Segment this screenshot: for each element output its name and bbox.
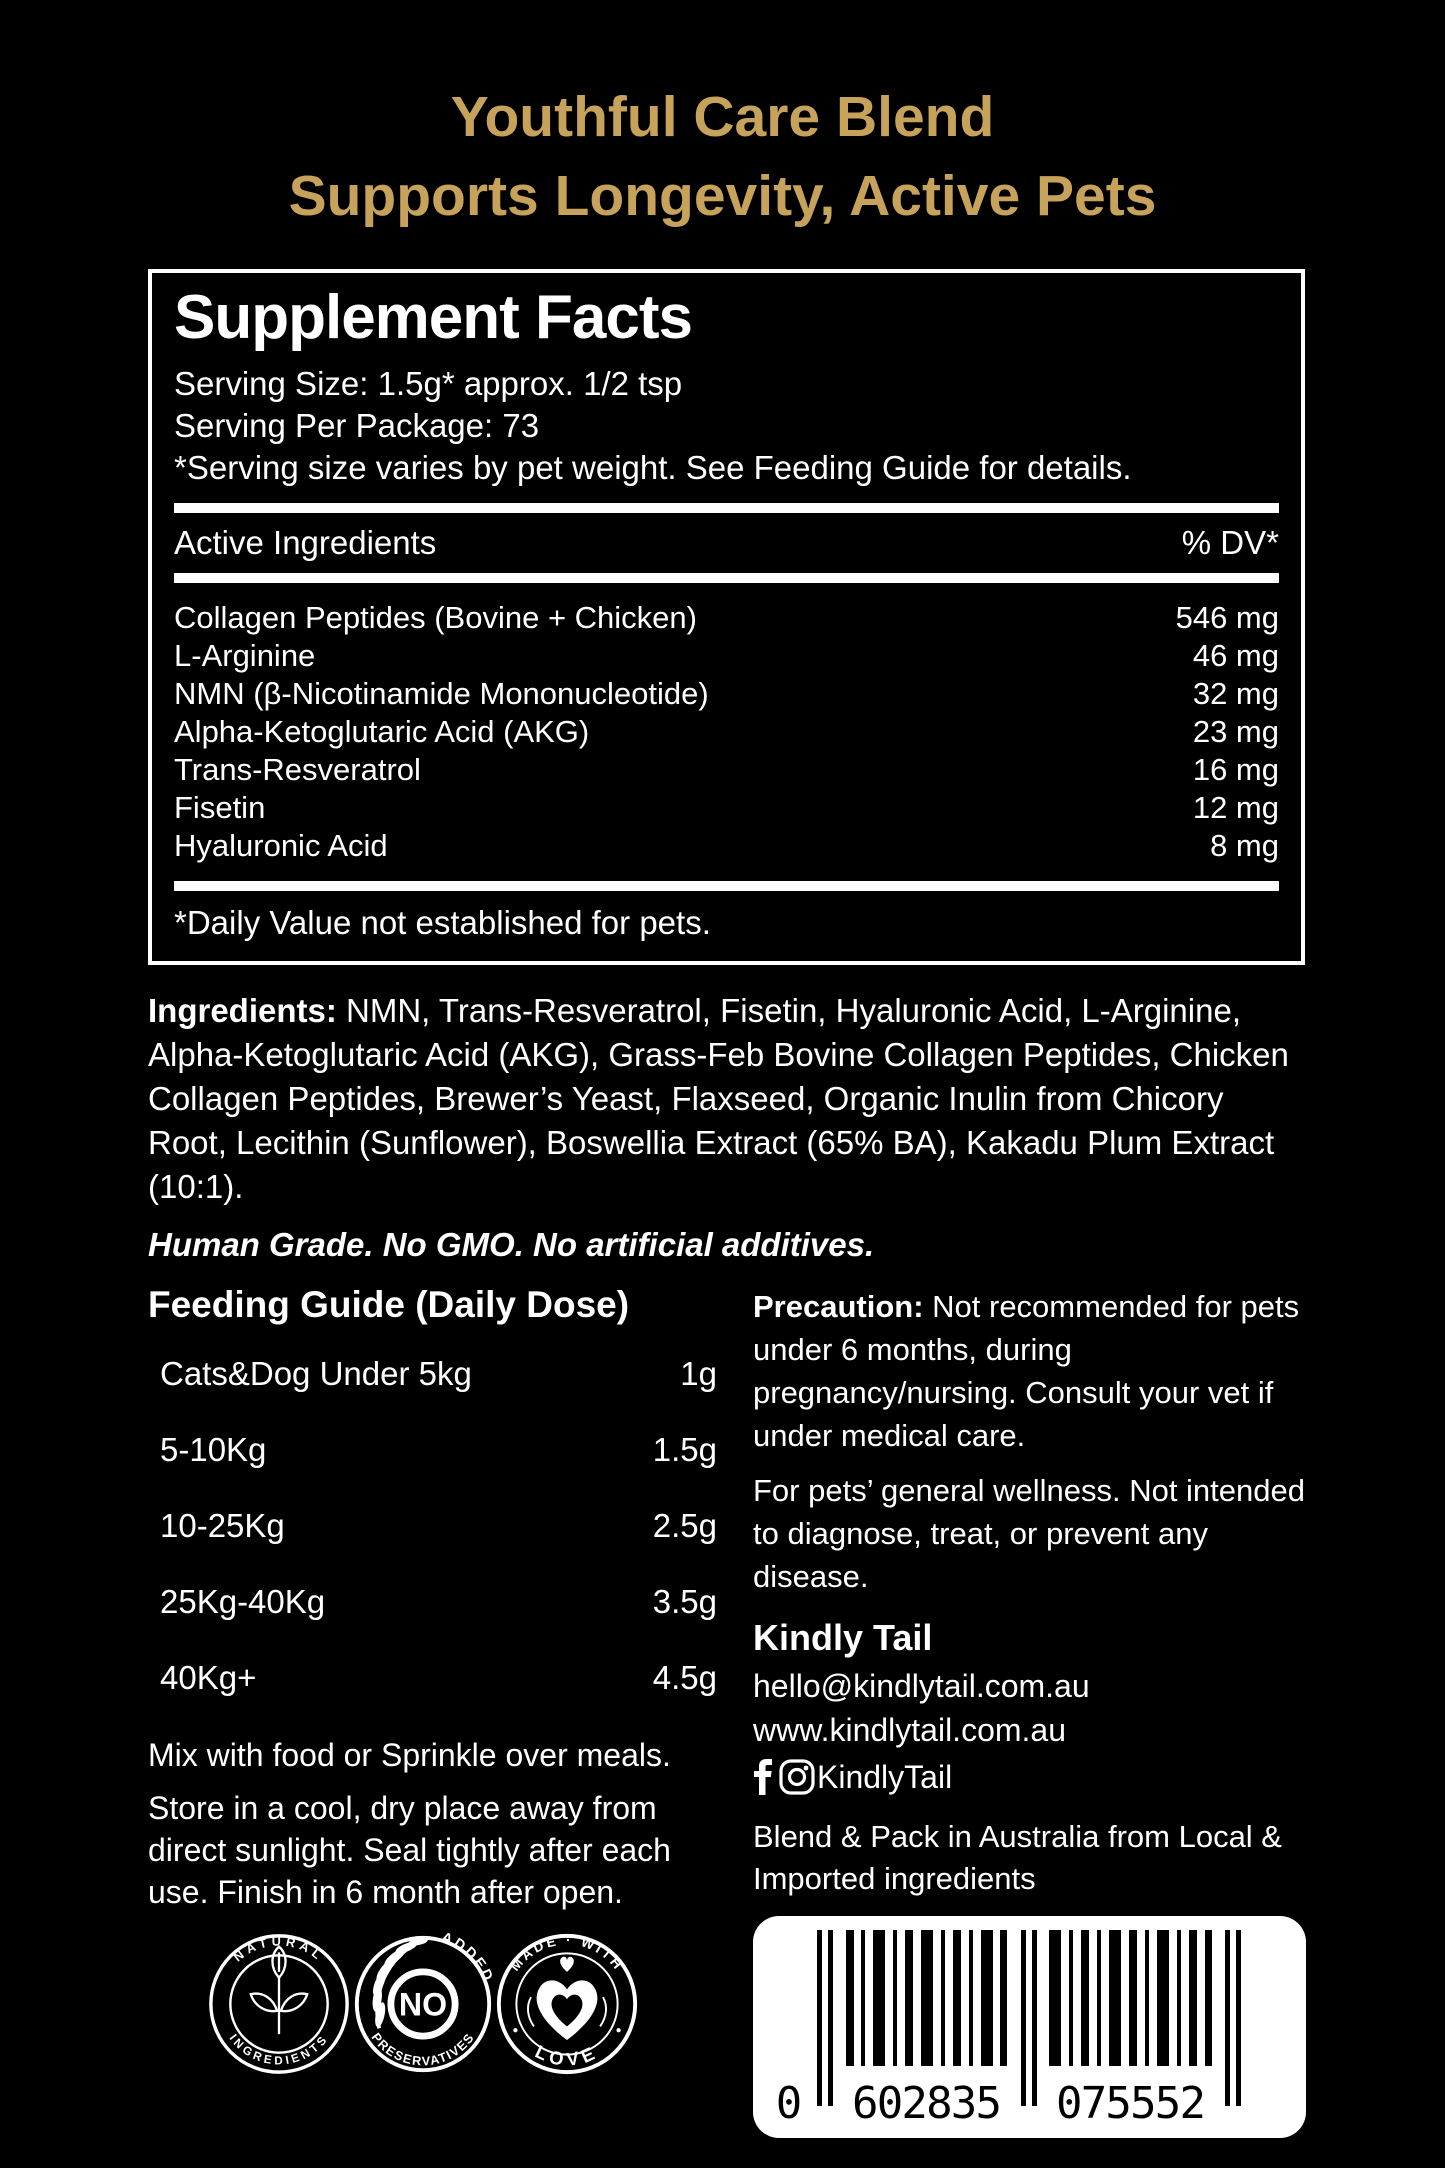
barcode-digits-group1: 602835: [852, 2077, 1002, 2129]
ingredient-amount: 16 mg: [1192, 751, 1279, 787]
divider-bar: [174, 503, 1279, 513]
brand-website: www.kindlytail.com.au: [753, 1711, 1066, 1748]
info-column: [753, 1285, 1313, 2138]
weight-range: 40Kg+: [160, 1658, 257, 1696]
ingredient-amount: 32 mg: [1192, 675, 1279, 711]
supplement-facts-heading: Supplement Facts: [174, 283, 692, 353]
active-ingredient-row: [174, 751, 1279, 789]
instagram-icon: [777, 1757, 817, 1797]
ingredient-name: Fisetin: [174, 789, 266, 825]
ingredients-label: Ingredients:: [148, 991, 337, 1029]
ingredients-text: NMN, Trans-Resveratrol, Fisetin, Hyaluronic Acid, L-Arginine, Alpha-Ketoglutaric Acid (AKG), Grass-Feb Bovine Collagen Peptides, Chicken Collagen Peptides, Brewer’s Yeast, Flaxseed, Organic Inulin from Chicory Root, Lecithin (Sunflower), Boswellia Extract (65% BA), Kakadu Plum Extract (10:1).: [148, 991, 1289, 1205]
brand-name: Kindly Tail: [753, 1616, 933, 1658]
feeding-guide-row: [160, 1431, 717, 1469]
ingredient-amount: 12 mg: [1192, 789, 1279, 825]
certification-badges: [206, 1931, 723, 2077]
badge-bottom-text: PRESERVATIVES: [368, 2030, 478, 2069]
product-title-line2: Supports Longevity, Active Pets: [288, 163, 1157, 228]
weight-range: 10-25Kg: [160, 1506, 285, 1544]
active-ingredients-column-header: Active Ingredients: [174, 523, 437, 561]
dose: 1g: [680, 1354, 717, 1392]
weight-range: 25Kg-40Kg: [160, 1582, 326, 1620]
ingredient-name: Alpha-Ketoglutaric Acid (AKG): [174, 713, 590, 749]
badge-bottom-text: INGREDIENTS: [226, 2031, 332, 2068]
ingredient-name: NMN (β-Nicotinamide Mononucleotide): [174, 675, 709, 711]
ingredient-name: Trans-Resveratrol: [174, 751, 421, 787]
barcode-digit-left: 0: [775, 2077, 803, 2129]
serving-note: *Serving size varies by pet weight. See Feeding Guide for details.: [174, 448, 1132, 486]
active-ingredients-header-row: [174, 523, 1279, 563]
active-ingredient-row: [174, 637, 1279, 675]
precaution-label: Precaution:: [753, 1288, 924, 1324]
supplement-facts-panel: [148, 269, 1305, 964]
ingredient-amount: 46 mg: [1192, 637, 1279, 673]
active-ingredient-row: [174, 713, 1279, 751]
active-ingredient-row: [174, 789, 1279, 827]
usage-instruction: Mix with food or Sprinkle over meals.: [148, 1736, 671, 1773]
ingredient-amount: 8 mg: [1210, 827, 1279, 863]
ingredient-name: Hyaluronic Acid: [174, 827, 388, 863]
badge-top-text: ADDED: [439, 1930, 496, 1985]
brand-email: hello@kindlytail.com.au: [753, 1667, 1090, 1704]
claims-line: Human Grade. No GMO. No artificial additives.: [148, 1225, 875, 1263]
feeding-guide-row: [160, 1583, 717, 1621]
feeding-guide-column: [148, 1285, 723, 2138]
social-row: [753, 1754, 1313, 1800]
barcode-digits-group2: 075552: [1056, 2077, 1206, 2129]
active-ingredient-row: [174, 827, 1279, 865]
active-ingredient-row: [174, 675, 1279, 713]
divider-bar: [174, 881, 1279, 891]
ingredient-name: L-Arginine: [174, 637, 316, 673]
dose: 2.5g: [652, 1506, 717, 1544]
serving-size: Serving Size: 1.5g* approx. 1/2 tsp: [174, 364, 683, 402]
dose: 4.5g: [652, 1658, 717, 1696]
feeding-guide-row: [160, 1355, 717, 1393]
svg-text:ADDED: [439, 1931, 496, 1985]
ingredients-paragraph: [148, 989, 1308, 1209]
badge-top-text: MADE · WITH: [507, 1932, 627, 1974]
bottom-columns: [148, 1285, 1313, 2138]
ingredient-amount: 23 mg: [1192, 713, 1279, 749]
servings-per-package: Serving Per Package: 73: [174, 406, 540, 444]
feeding-guide-row: [160, 1507, 717, 1545]
weight-range: Cats&Dog Under 5kg: [160, 1354, 472, 1392]
dose: 3.5g: [652, 1582, 717, 1620]
badge-bottom-text: LOVE: [532, 2040, 602, 2070]
natural-ingredients-badge: [206, 1931, 352, 2077]
badge-top-text: NATURAL: [230, 1934, 328, 1965]
dv-column-header: % DV*: [1181, 523, 1279, 561]
social-handle: KindlyTail: [817, 1758, 953, 1795]
dv-footnote: *Daily Value not established for pets.: [174, 903, 711, 941]
ingredient-amount: 546 mg: [1175, 599, 1279, 635]
active-ingredient-row: [174, 599, 1279, 637]
precaution-text: Not recommended for pets under 6 months, during pregnancy/nursing. Consult your vet if under medical care.: [753, 1288, 1300, 1453]
ingredient-name: Collagen Peptides (Bovine + Chicken): [174, 599, 697, 635]
barcode: [753, 1916, 1306, 2138]
heart-icon: [528, 1956, 606, 2039]
dose: 1.5g: [652, 1430, 717, 1468]
feeding-guide-heading: Feeding Guide (Daily Dose): [148, 1283, 630, 1325]
precaution-paragraph: [753, 1285, 1313, 1457]
facebook-icon: [753, 1759, 773, 1795]
storage-instruction: Store in a cool, dry place away from direct sunlight. Seal tightly after each use. Finish in 6 month after open.: [148, 1789, 671, 1910]
product-title-line1: Youthful Care Blend: [450, 85, 995, 149]
made-with-love-badge: [494, 1931, 640, 2077]
product-title: [0, 0, 1445, 235]
origin-statement: Blend & Pack in Australia from Local & Imported ingredients: [753, 1818, 1282, 1896]
wellness-disclaimer: For pets’ general wellness. Not intended to diagnose, treat, or prevent any disease.: [753, 1472, 1305, 1594]
weight-range: 5-10Kg: [160, 1430, 267, 1468]
no-added-preservatives-badge: [350, 1931, 496, 2077]
feeding-guide-row: [160, 1659, 717, 1697]
divider-bar: [174, 573, 1279, 583]
badge-center-text: NO: [398, 1986, 448, 2023]
